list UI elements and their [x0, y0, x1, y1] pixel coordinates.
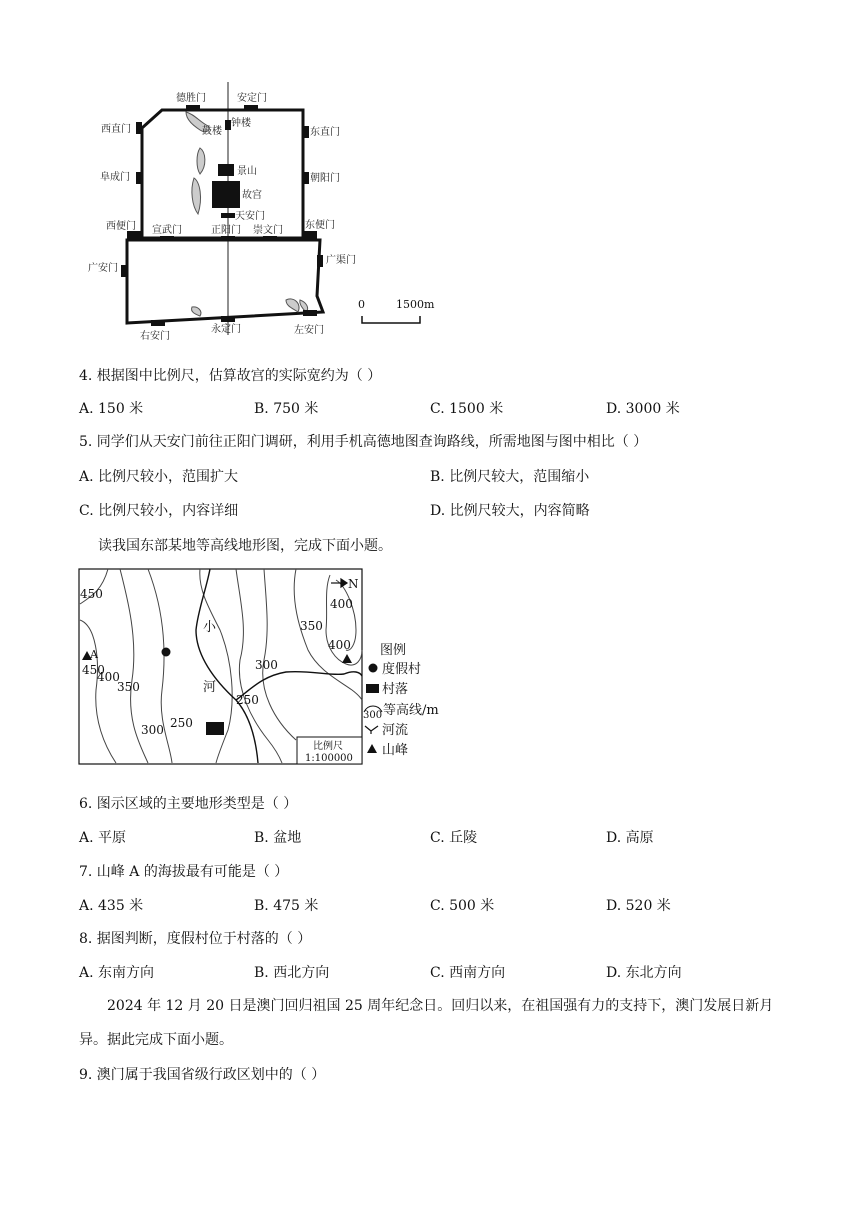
gate-label-andingmen: 安定门: [237, 93, 267, 104]
contour-label-250a: 250: [170, 716, 193, 730]
question-7-option-b: B. 475 米: [254, 898, 319, 914]
landmark-label-gulou: 鼓楼: [202, 126, 222, 137]
contour-label-350b: 350: [300, 619, 323, 633]
legend-peak-icon: [367, 744, 377, 753]
question-7-stem: 7. 山峰 A 的海拔最有可能是（ ）: [79, 864, 289, 880]
contour-label-400b: 400: [330, 597, 353, 611]
gate-label-youanmen: 右安门: [140, 331, 170, 342]
question-6-option-d: D. 高原: [606, 830, 654, 846]
landmark-label-gugong: 故宫: [242, 190, 262, 201]
legend-title: 图例: [380, 643, 407, 658]
beijing-scale-bar: [362, 316, 420, 323]
landmark-label-zhonglou: 钟楼: [231, 118, 251, 129]
contour-scale-title: 比例尺: [313, 741, 343, 752]
gate-label-xibianmen: 西便门: [106, 221, 136, 232]
legend-resort-icon: [369, 664, 378, 673]
contour-label-400a: 400: [97, 670, 120, 684]
legend-river-label: 河流: [382, 723, 409, 738]
question-5-stem: 5. 同学们从天安门前往正阳门调研，利用手机高德地图查询路线，所需地图与图中相比（ ）: [79, 434, 648, 450]
legend-resort-label: 度假村: [382, 662, 422, 677]
question-5-option-b: B. 比例尺较大，范围缩小: [430, 469, 590, 485]
contour-label-400c: 400: [328, 638, 351, 652]
river-name-2: 河: [203, 680, 217, 695]
question-4-option-b: B. 750 米: [254, 401, 319, 417]
contour-label-350a: 350: [117, 680, 140, 694]
gate-label-zhengyangmen: 正阳门: [211, 225, 241, 236]
gate-label-deshengmen: 德胜门: [176, 93, 206, 104]
question-7-option-c: C. 500 米: [430, 898, 495, 914]
question-5-option-a: A. 比例尺较小，范围扩大: [79, 469, 239, 485]
gate-label-chaoyangmen: 朝阳门: [310, 173, 340, 184]
contour-label-450b: 450: [82, 663, 105, 677]
peak-a-label: A: [90, 648, 98, 661]
north-label: N: [348, 577, 359, 591]
contour-intro: 读我国东部某地等高线地形图，完成下面小题。: [98, 538, 392, 554]
scale-label-zero: 0: [358, 298, 365, 311]
gate-label-yongdingmen: 永定门: [211, 324, 241, 335]
contour-map: [76, 566, 456, 770]
gate-label-xizhimen: 西直门: [101, 124, 131, 135]
question-8-option-d: D. 东北方向: [606, 965, 682, 981]
question-9-stem: 9. 澳门属于我国省级行政区划中的（ ）: [79, 1067, 326, 1083]
legend-village-icon: [366, 684, 379, 693]
question-6-stem: 6. 图示区域的主要地形类型是（ ）: [79, 796, 298, 812]
legend-village-label: 村落: [382, 682, 409, 697]
gate-label-dongbianmen: 东便门: [305, 220, 335, 231]
question-7-option-d: D. 520 米: [606, 898, 671, 914]
question-5-option-c: C. 比例尺较小，内容详细: [79, 503, 239, 519]
gate-label-zuoanmen: 左安门: [294, 325, 324, 336]
legend-peak-label: 山峰: [382, 743, 409, 758]
legend-contour-label: 等高线/m: [383, 703, 439, 718]
legend-river-icon: [365, 726, 378, 734]
tiananmen-marker: [221, 213, 235, 218]
question-4-option-a: A. 150 米: [79, 401, 144, 417]
question-8-option-c: C. 西南方向: [430, 965, 506, 981]
question-6-option-c: C. 丘陵: [430, 830, 478, 846]
gate-label-guangqumen: 广渠门: [326, 255, 356, 266]
gate-label-guanganmen: 广安门: [88, 263, 118, 274]
contour-label-300b: 300: [255, 658, 278, 672]
outer-city-wall: [127, 240, 323, 323]
gugong-marker: [212, 181, 240, 208]
question-6-option-b: B. 盆地: [254, 830, 302, 846]
question-8-option-a: A. 东南方向: [79, 965, 155, 981]
landmark-label-jingshan: 景山: [237, 166, 257, 177]
legend-contour-sample: 300: [363, 710, 383, 721]
gate-label-fuchengmen: 阜成门: [100, 172, 130, 183]
question-8-option-b: B. 西北方向: [254, 965, 330, 981]
contour-scale-value: 1:100000: [305, 753, 353, 764]
macau-intro-paragraph: 2024 年 12 月 20 日是澳门回归祖国 25 周年纪念日。回归以来，在祖国强有力的支持下，澳门发展日新月异。据此完成下面小题。: [79, 998, 774, 1048]
scale-label-distance: 1500m: [396, 298, 435, 311]
beijing-city-map: [80, 80, 450, 350]
jingshan-marker: [218, 164, 234, 176]
question-8-stem: 8. 据图判断，度假村位于村落的（ ）: [79, 931, 312, 947]
question-5-option-d: D. 比例尺较大，内容简略: [430, 503, 590, 519]
gate-label-xuanwumen: 宣武门: [152, 225, 182, 236]
river-name-1: 小: [203, 620, 217, 635]
question-4-option-d: D. 3000 米: [606, 401, 680, 417]
village-marker: [206, 722, 224, 735]
gate-label-chongwenmen: 崇文门: [253, 225, 283, 236]
question-4-option-c: C. 1500 米: [430, 401, 504, 417]
landmark-label-tiananmen: 天安门: [235, 211, 265, 222]
question-4-stem: 4. 根据图中比例尺，估算故宫的实际宽约为（ ）: [79, 368, 382, 384]
resort-marker: [162, 648, 171, 657]
gate-label-dongzhimen: 东直门: [310, 127, 340, 138]
contour-label-450a: 450: [80, 587, 103, 601]
question-7-option-a: A. 435 米: [79, 898, 144, 914]
contour-label-250b: 250: [236, 693, 259, 707]
contour-label-300a: 300: [141, 723, 164, 737]
question-6-option-a: A. 平原: [79, 830, 127, 846]
